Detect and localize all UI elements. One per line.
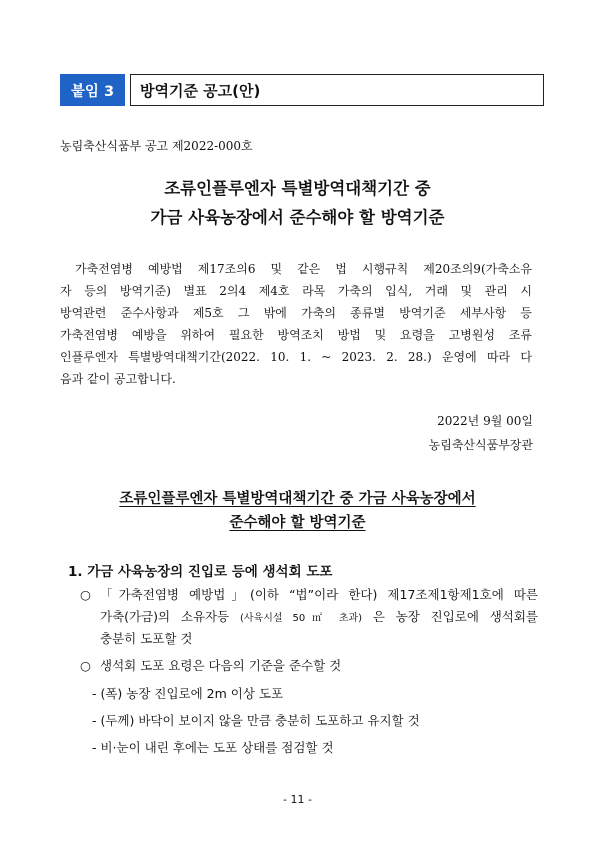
body-line-1: 가축전염병 예방법 제17조의6 및 같은 법 시행규칙 제20조의9(가축소유 (75, 262, 532, 276)
notice-date: 2022년 9월 00일 (437, 414, 533, 428)
body-line-3: 방역관련 준수사항과 제5호 그 밖에 가축의 종류별 방역기준 세부사항 등 (60, 306, 532, 320)
document-title-line-1: 조류인플루엔자 특별방역대책기간 중 (164, 179, 431, 198)
issuer: 농림축산식품부장관 (428, 438, 533, 452)
section-1-heading: 1. 가금 사육농장의 진입로 등에 생석회 도포 (68, 564, 333, 580)
bullet-marker: ○ (80, 658, 91, 673)
attachment-tab: 붙임 3 (60, 74, 125, 106)
notice-number: 농림축산식품부 공고 제2022-000호 (60, 139, 253, 153)
bullet-marker: ○ (80, 587, 91, 602)
attachment-title: 방역기준 공고(안) (130, 74, 544, 106)
attachment-header (60, 74, 544, 106)
dash-item-inspection: - 비·눈이 내린 후에는 도포 상태를 점검할 것 (92, 740, 334, 755)
page-number: - 11 - (283, 793, 312, 806)
dash-item-width: - (폭) 농장 진입로에 2m 이상 도포 (92, 686, 284, 701)
body-line-4: 가축전염병 예방을 위하여 필요한 방역조치 방법 및 요령을 고병원성 조류 (60, 328, 532, 342)
subtitle-line-1: 조류인플루엔자 특별방역대책기간 중 가금 사육농장에서 (119, 491, 476, 507)
subtitle-line-2: 준수해야 할 방역기준 (229, 515, 366, 531)
document-title-line-2: 가금 사육농장에서 준수해야 할 방역기준 (150, 208, 445, 227)
dash-item-thickness: - (두께) 바닥이 보이지 않을 만큼 충분히 도포하고 유지할 것 (92, 713, 420, 728)
bullet-1-line-1: 「가축전염병 예방법」(이하 “법”이라 한다) 제17조제1항제1호에 따른 (100, 587, 538, 602)
body-line-5: 인플루엔자 특별방역대책기간(2022. 10. 1. ~ 2023. 2. 28.) 운영에 따라 다 (60, 350, 532, 364)
bullet-2-text: 생석회 도포 요령은 다음의 기준을 준수할 것 (100, 658, 342, 673)
body-line-6: 음과 같이 공고합니다. (60, 372, 176, 386)
bullet-1-line-2: 가축(가금)의 소유자등 (사육시설 50㎡ 초과) 은 농장 진입로에 생석회를 (100, 609, 538, 624)
bullet-1-line-3: 충분히 도포할 것 (100, 631, 193, 646)
body-line-2: 자 등의 방역기준) 별표 2의4 제4호 라목 가축의 입식, 거래 및 관리 시 (60, 284, 532, 298)
